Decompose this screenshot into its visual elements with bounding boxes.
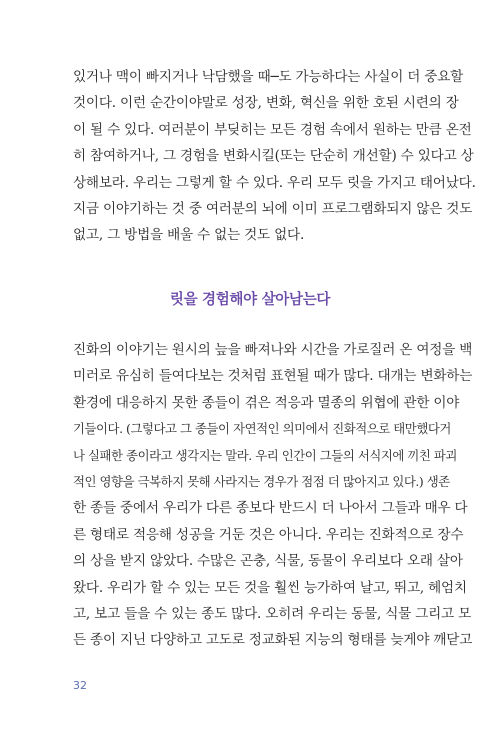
text-line: 진화의 이야기는 원시의 늪을 빠져나와 시간을 가로질러 온 여정을 백 — [73, 342, 473, 358]
text-line: 왔다. 우리가 할 수 있는 모든 것을 훨씬 능가하여 날고, 뛰고, 헤엄치 — [73, 579, 467, 596]
text-line: 이 될 수 있다. 여러분이 부딪히는 모든 경험 속에서 원하는 만큼 온전 — [73, 121, 472, 138]
body-paragraph-1 — [73, 64, 476, 249]
text-line: 한 종들 중에서 우리가 다른 종보다 반드시 더 나아서 그들과 매우 다 — [73, 500, 468, 517]
text-line-aside: 나 실패한 종이라고 생각지는 말라. 우리 인간이 그들의 서식지에 끼친 파괴 — [73, 447, 457, 463]
text-line: 른 형태로 적응해 성공을 거둔 것은 아니다. 우리는 진화적으로 장수 — [73, 526, 464, 543]
text-line: 것이다. 이런 순간이야말로 성장, 변화, 혁신을 위한 호된 시련의 장 — [73, 95, 459, 112]
text-line: 미러로 유심히 들여다보는 것처럼 표현될 때가 많다. 대개는 변화하는 — [73, 368, 473, 385]
text-line: 든 종이 지닌 다양하고 고도로 정교화된 지능의 형태를 늦게야 깨닫고 — [73, 632, 473, 649]
section-heading: 릿을 경험해야 살아남는다 — [169, 292, 331, 308]
text-line: 고, 보고 들을 수 있는 종도 많다. 오히려 우리는 동물, 식물 그리고 모 — [73, 605, 472, 622]
text-line-aside: 적인 영향을 극복하지 못해 사라지는 경우가 점점 더 많아지고 있다.) 생존 — [73, 473, 450, 489]
text-line: 환경에 대응하지 못한 종들이 겪은 적응과 멸종의 위협에 관한 이야 — [73, 394, 460, 411]
body-paragraph-2 — [73, 337, 473, 654]
page-number: 32 — [73, 679, 87, 692]
text-line: 히 참여하거나, 그 경험을 변화시킬(또는 단순히 개선할) 수 있다고 상 — [73, 148, 474, 165]
text-line: 지금 이야기하는 것 중 여러분의 뇌에 이미 프로그램화되지 않은 것도 — [73, 200, 473, 217]
text-line: 있거나 맥이 빠지거나 낙담했을 때─도 가능하다는 사실이 더 중요할 — [73, 69, 464, 85]
text-line-aside: 기들이다. (그렇다고 그 종들이 자연적인 의미에서 진화적으로 태만했다거 — [73, 421, 451, 437]
text-line: 상해보라. 우리는 그렇게 할 수 있다. 우리 모두 릿을 가지고 태어났다. — [73, 174, 476, 191]
text-line: 의 상을 받지 않았다. 수많은 곤충, 식물, 동물이 우리보다 오래 살아 — [73, 553, 463, 570]
text-line: 없고, 그 방법을 배울 수 없는 것도 없다. — [73, 227, 305, 244]
